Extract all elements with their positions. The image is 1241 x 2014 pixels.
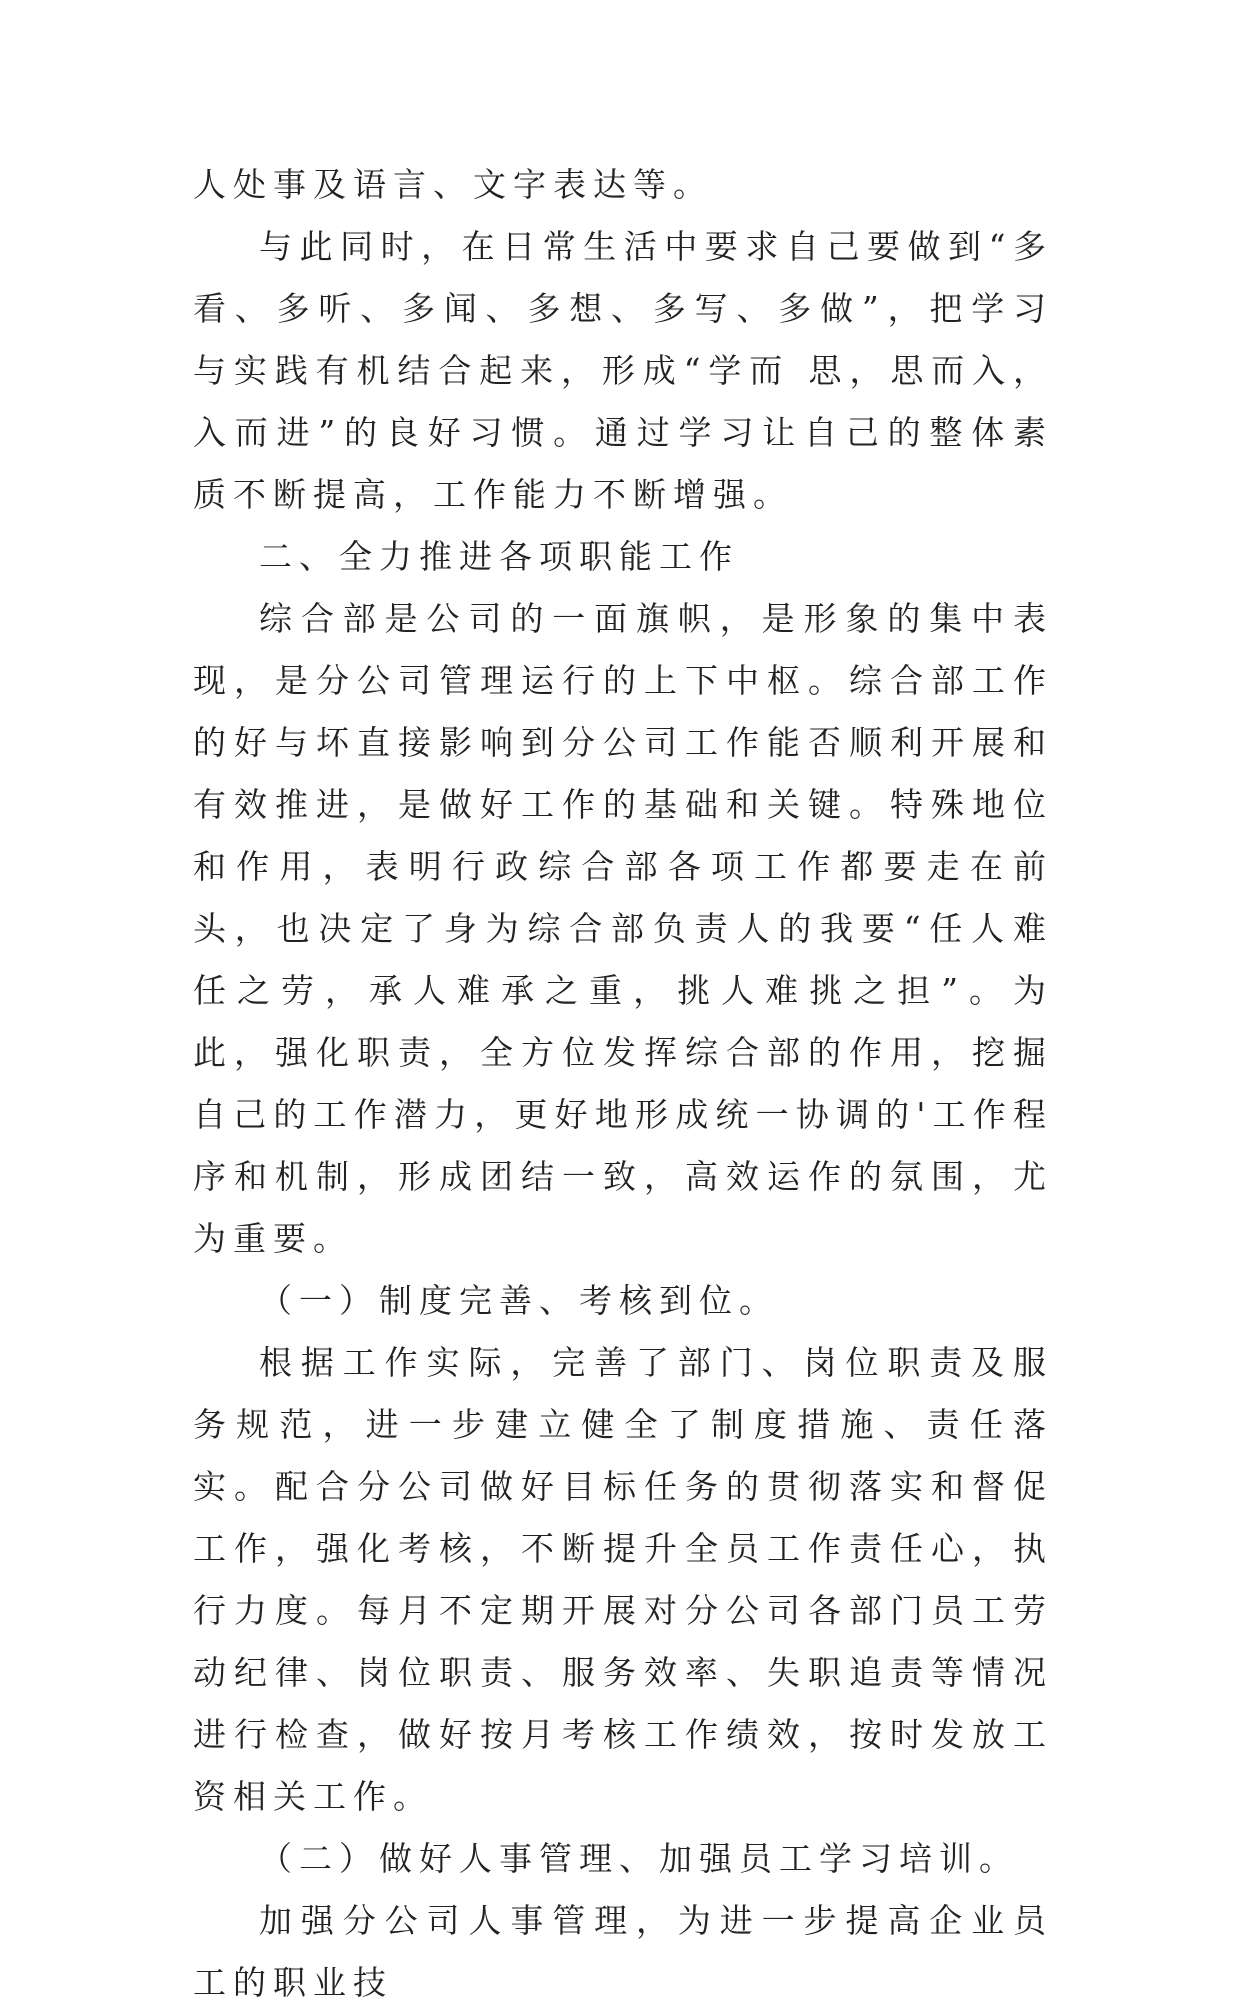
paragraph-system-assessment: 根据工作实际，完善了部门、岗位职责及服务规范，进一步建立健全了制度措施、责任落实。配合分公司做好目标任务的贯彻落实和督促工作，强化考核，不断提升全员工作责任心，执行力度。每月不定期开展对分公司各部门员工劳动纪律、岗位职责、服务效率、失职追责等情况进行检查，做好按月考核工作绩效，按时发放工资相关工作。 [193,1343,1053,1816]
subheading-2: （二）做好人事管理、加强员工学习培训。 [259,1839,1019,1878]
paragraph-department-role: 综合部是公司的一面旗帜，是形象的集中表现，是分公司管理运行的上下中枢。综合部工作的好与坏直接影响到分公司工作能否顺利开展和有效推进，是做好工作的基础和关键。特殊地位和作用，表明行政综合部各项工作都要走在前头，也决定了身为综合部负责人的我要“任人难任之劳，承人难承之重，挑人难挑之担”。为此，强化职责，全方位发挥综合部的作用，挖掘自己的工作潜力，更好地形成统一协调的'工作程序和机制，形成团结一致，高效运作的氛围，尤为重要。 [193,599,1053,1258]
subheading-1: （一）制度完善、考核到位。 [259,1281,779,1320]
document-body [193,154,1053,2014]
section-heading-2: 二、全力推进各项职能工作 [259,537,739,576]
paragraph-continuation: 人处事及语言、文字表达等。 [193,165,713,204]
paragraph-study-habits: 与此同时，在日常生活中要求自己要做到“多看、多听、多闻、多想、多写、多做”，把学习与实践有机结合起来，形成“学而 思，思而入，入而进”的良好习惯。通过学习让自己的整体素质不断提高，工作能力不断增强。 [193,227,1053,514]
paragraph-hr-management: 加强分公司人事管理，为进一步提高企业员工的职业技 [193,1901,1053,2002]
